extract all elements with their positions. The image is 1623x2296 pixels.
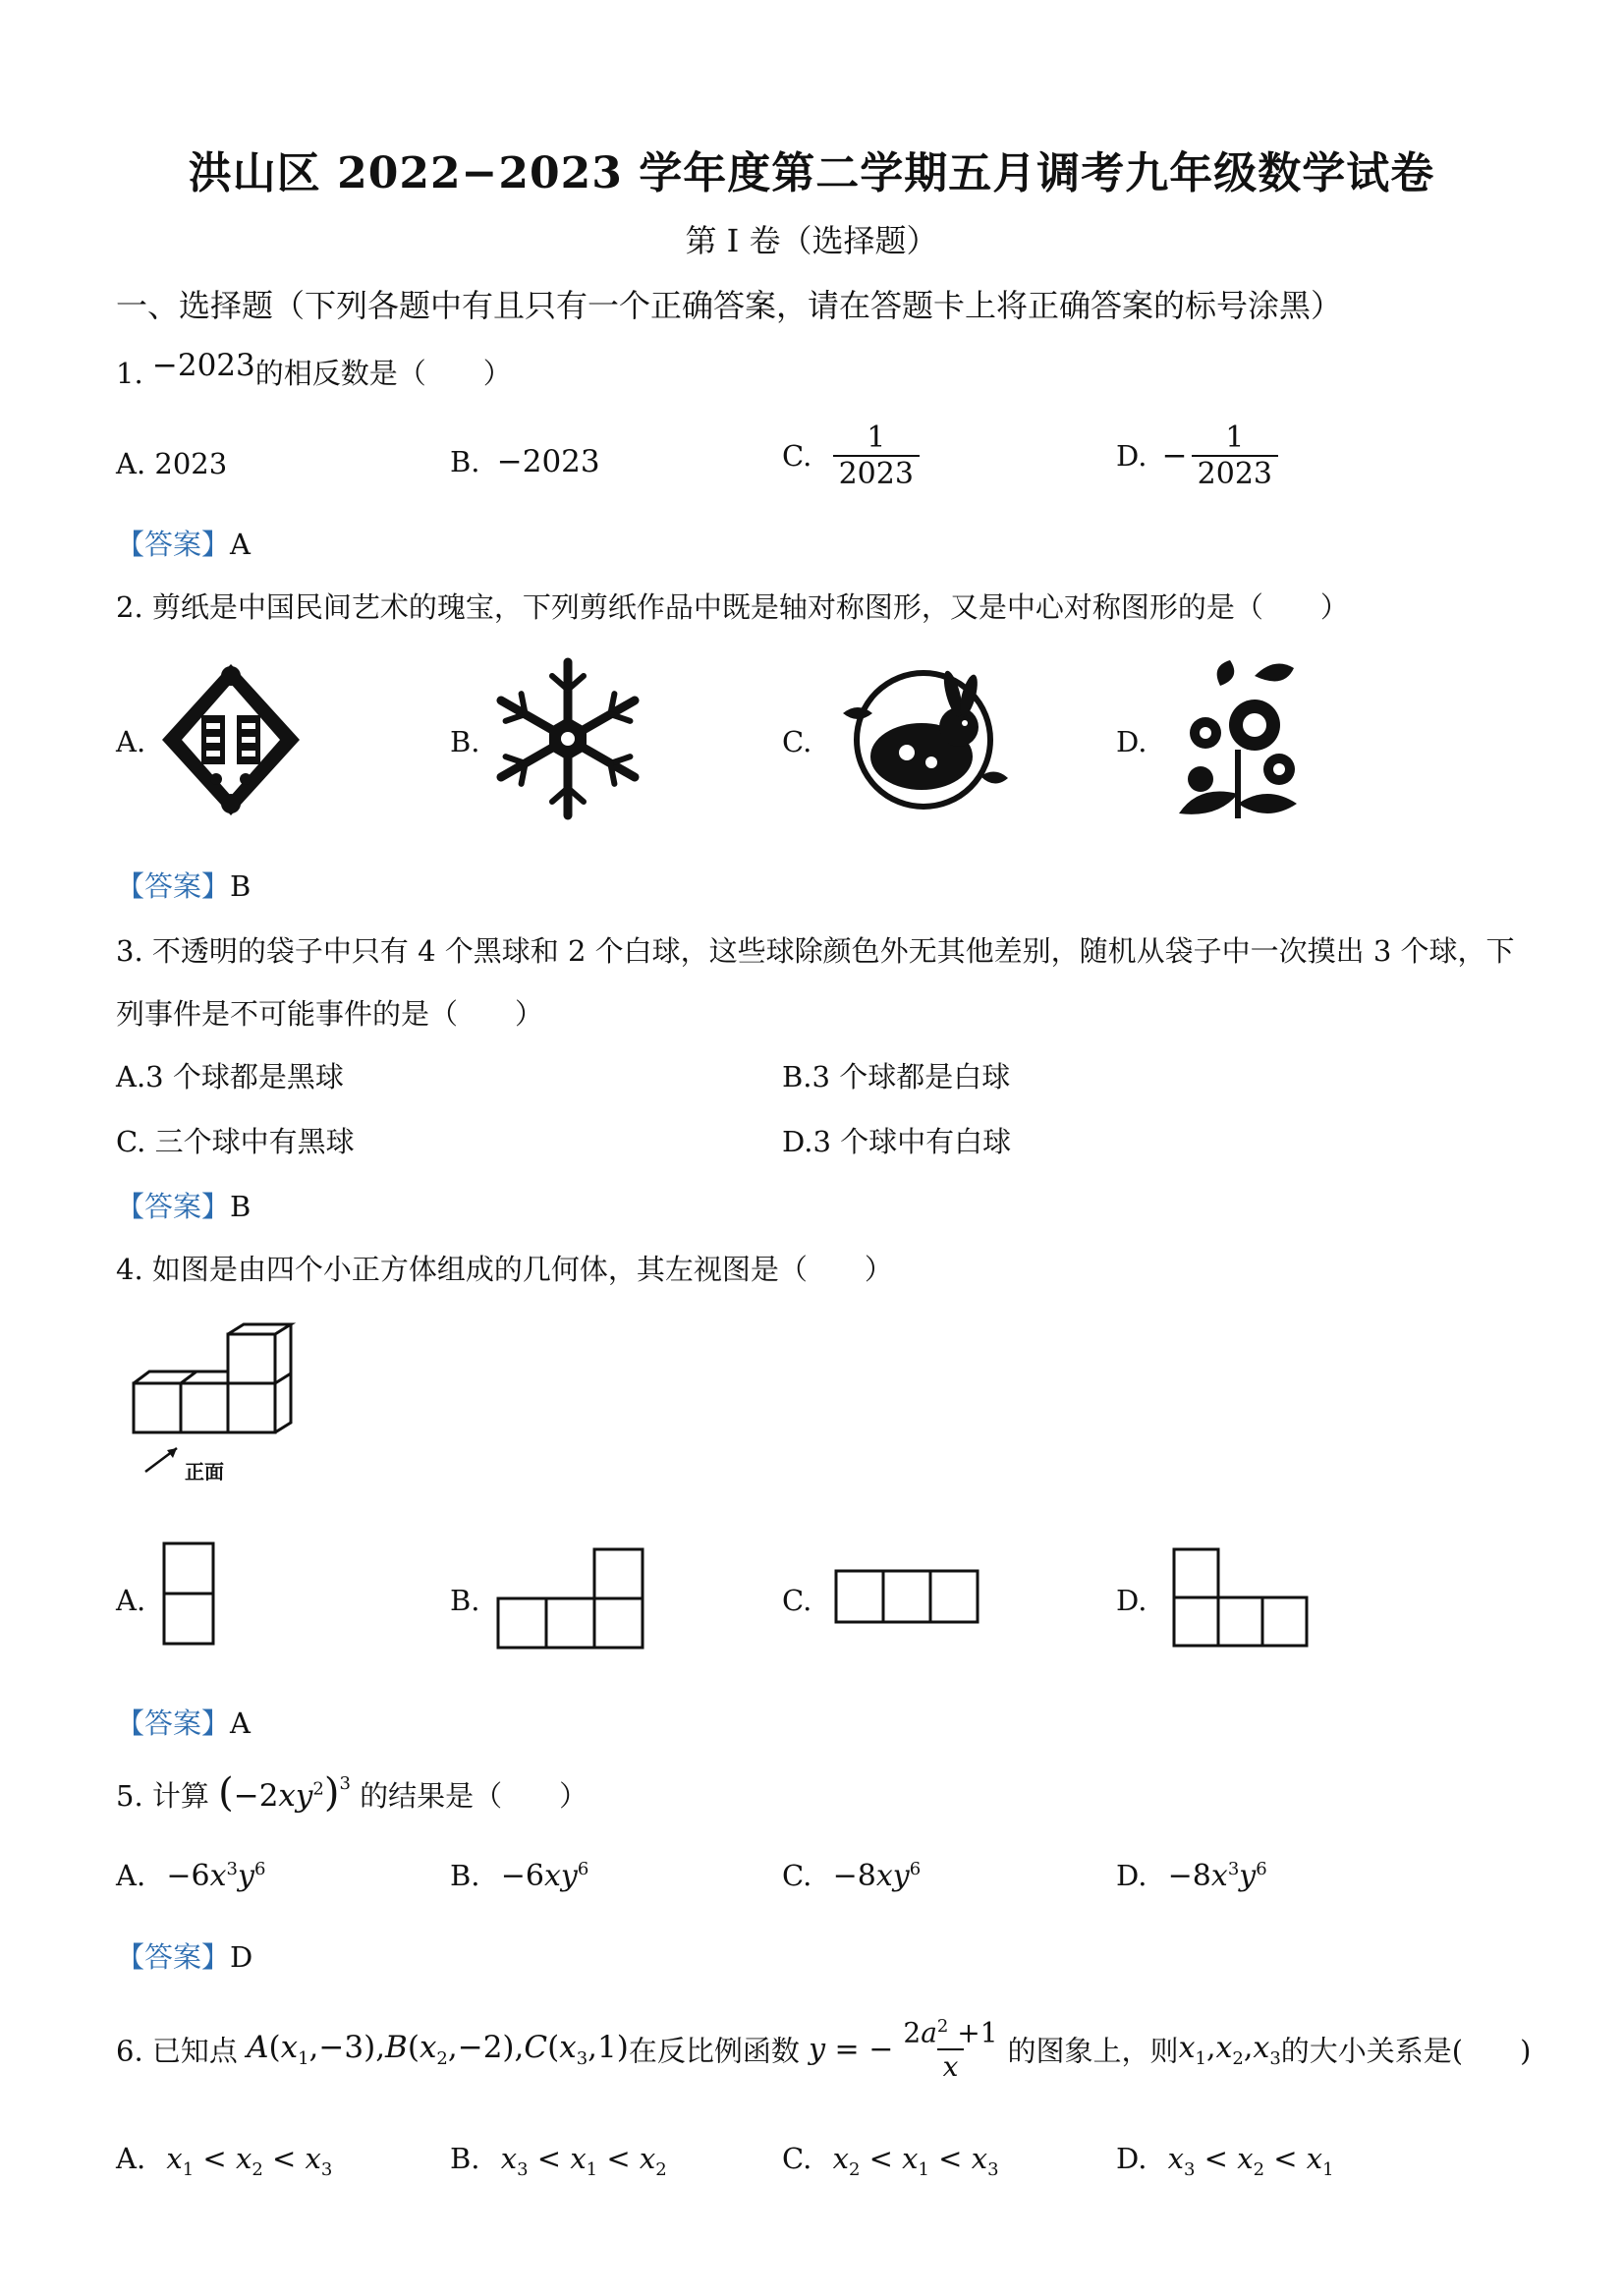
q4-option-d-label[interactable]: D. [1116, 1584, 1147, 1617]
q6-option-b[interactable]: B. $x_3 < x_1 < x_2$ [450, 2142, 667, 2180]
q4-answer: 【答案】A [116, 1707, 251, 1740]
fraction: $\frac{1}{2023}$ [833, 420, 920, 491]
q2-option-d-label[interactable]: D. [1116, 725, 1147, 758]
q2-option-c-label[interactable]: C. [782, 725, 812, 758]
question-3-stem-line1: 3. 不透明的袋子中只有 4 个黑球和 2 个白球，这些球除颜色外无其他差别，随机从袋子中一次摸出 3 个球，下 [116, 934, 1515, 968]
q1-option-d[interactable]: D. − $\frac{1}{2023}$ [1116, 420, 1282, 491]
question-4-stem: 4. 如图是由四个小正方体组成的几何体，其左视图是（ ） [116, 1253, 893, 1286]
q5-option-a[interactable]: A. $-6x^3y^6$ [116, 1859, 266, 1893]
question-2-stem: 2. 剪纸是中国民间艺术的瑰宝，下列剪纸作品中既是轴对称图形，又是中心对称图形的是（ ） [116, 590, 1349, 624]
question-5-stem: 5. 计算 $(-2xy^2)^3$ 的结果是（ ） [116, 1770, 588, 1816]
question-1-stem: 1. −2023的相反数是（ ） [116, 348, 512, 390]
fraction: $\frac{1}{2023}$ [1192, 420, 1278, 491]
page-subtitle: 第 I 卷（选择题） [685, 222, 938, 259]
q2-answer: 【答案】B [116, 869, 252, 903]
question-6-stem: 6. 已知点 $A(x_1,-3),B(x_2,-2),C(x_3,1)$在反比例函数 y = − $\frac{2a^2 +1}{x}$ 的图象上，则$x_1,x_2,x_3$的大小关系是( ) [116, 2016, 1532, 2084]
view-three-squares-with-top-right [495, 1546, 646, 1651]
q5-answer: 【答案】D [116, 1940, 253, 1974]
flower-papercut-icon [1161, 656, 1318, 823]
q1-option-c[interactable]: C. $\frac{1}{2023}$ [782, 420, 923, 491]
q1-answer: 【答案】A [116, 528, 251, 561]
front-view-label: 正面 [185, 1460, 224, 1484]
q3-option-d[interactable]: D.3 个球中有白球 [782, 1125, 1012, 1158]
q6-option-a[interactable]: A. $x_1 < x_2 < x_3$ [116, 2142, 333, 2180]
q3-answer: 【答案】B [116, 1190, 252, 1223]
section-header: 一、选择题（下列各题中有且只有一个正确答案，请在答题卡上将正确答案的标号涂黑） [116, 287, 1343, 324]
q1-option-a[interactable]: A. 2023 [116, 447, 228, 480]
fraction: $\frac{2a^2 +1}{x}$ [903, 2016, 998, 2084]
q5-option-d[interactable]: D. $-8x^3y^6$ [1116, 1859, 1267, 1893]
left-view-two-stacked-squares [161, 1540, 216, 1647]
q4-option-a-label[interactable]: A. [116, 1584, 146, 1617]
q1-option-b[interactable]: B. −2023 [450, 444, 600, 479]
q2-option-b-label[interactable]: B. [450, 725, 480, 758]
double-happiness-papercut-icon [157, 656, 305, 823]
power-expression: $(-2xy^2)^3$ [218, 1770, 351, 1816]
view-three-squares-in-row [833, 1568, 980, 1625]
question-3-stem-line2: 列事件是不可能事件的是（ ） [116, 997, 544, 1031]
function-expression: y = − [809, 2032, 894, 2067]
q3-option-c[interactable]: C. 三个球中有黑球 [116, 1125, 355, 1158]
page-title: 洪山区 2022−2023 学年度第二学期五月调考九年级数学试卷 [188, 148, 1435, 198]
q5-option-c[interactable]: C. $-8xy^6$ [782, 1859, 922, 1893]
q3-option-a[interactable]: A.3 个球都是黑球 [116, 1060, 344, 1093]
rabbit-papercut-icon [833, 666, 1010, 813]
question-1-number: −2023 [151, 348, 255, 383]
q4-option-c-label[interactable]: C. [782, 1584, 812, 1617]
view-three-squares-with-top-left [1171, 1546, 1309, 1649]
q5-option-b[interactable]: B. $-6xy^6$ [450, 1859, 589, 1893]
q6-option-c[interactable]: C. $x_2 < x_1 < x_3$ [782, 2142, 999, 2180]
snowflake-papercut-icon [489, 654, 646, 823]
q4-option-b-label[interactable]: B. [450, 1584, 480, 1617]
q3-option-b[interactable]: B.3 个球都是白球 [782, 1060, 1011, 1093]
q2-option-a-label[interactable]: A. [116, 725, 146, 758]
q6-option-d[interactable]: D. $x_3 < x_2 < x_1$ [1116, 2142, 1334, 2180]
points-expression: $A(x_1,-3),B(x_2,-2),C(x_3,1)$ [247, 2030, 629, 2070]
